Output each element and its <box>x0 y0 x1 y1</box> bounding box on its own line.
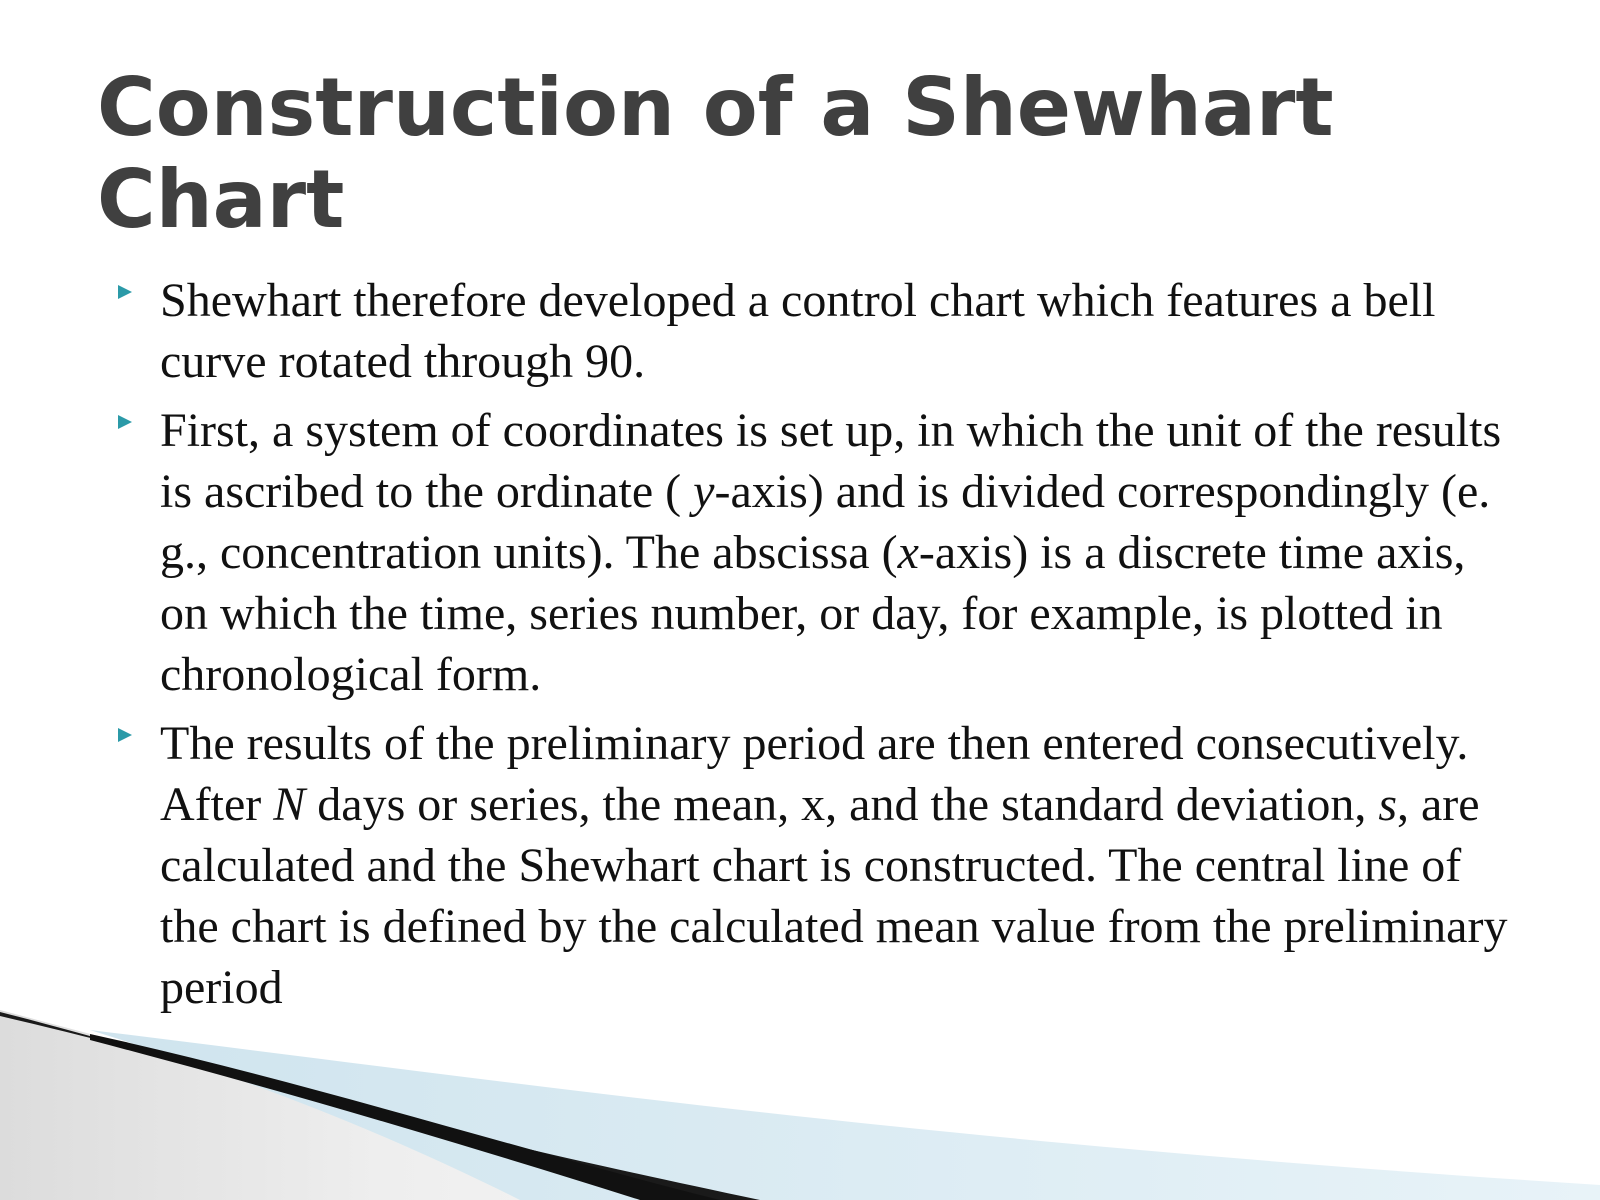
bullet-2-text-b: -axis) and is divided correspondingly (e. g., concentration units). The abscissa ( <box>160 465 1491 579</box>
triangle-bullet-icon <box>118 415 132 429</box>
bullet-2-italic-y: y <box>693 465 715 518</box>
bullet-3-italic-s: s <box>1378 778 1397 831</box>
bullet-1-text: Shewhart therefore developed a control chart which features a bell curve rotated through 90. <box>160 274 1436 388</box>
bullet-2-text-c: -axis) is a discrete time axis, on which the time, series number, or day, for example, is plotted in chronological form. <box>160 526 1466 701</box>
bullet-3-text-a: The results of the preliminary period are then entered consecutively. After <box>160 717 1469 831</box>
title-line-2: Chart <box>97 153 345 246</box>
triangle-bullet-icon <box>118 285 132 299</box>
bullet-item-2 <box>114 400 1514 705</box>
bullet-3-text-c: , are calculated and the Shewhart chart is constructed. The central line of the chart is defined by the calculated mean value from the preliminary period <box>160 778 1508 1014</box>
bullet-2-text-a: First, a system of coordinates is set up, in which the unit of the results is ascribed to the ordinate ( <box>160 404 1502 518</box>
bullet-item-3 <box>114 713 1514 1018</box>
triangle-bullet-icon <box>118 728 132 742</box>
title-line-1: Construction of a Shewhart <box>97 61 1334 154</box>
bullet-list <box>114 270 1514 1026</box>
bullet-3-italic-n: N <box>273 778 306 831</box>
slide-title <box>97 62 1497 246</box>
bullet-3-text-b: days or series, the mean, x, and the standard deviation, <box>305 778 1379 831</box>
bullet-item-1 <box>114 270 1514 392</box>
bullet-2-italic-x: x <box>897 526 919 579</box>
